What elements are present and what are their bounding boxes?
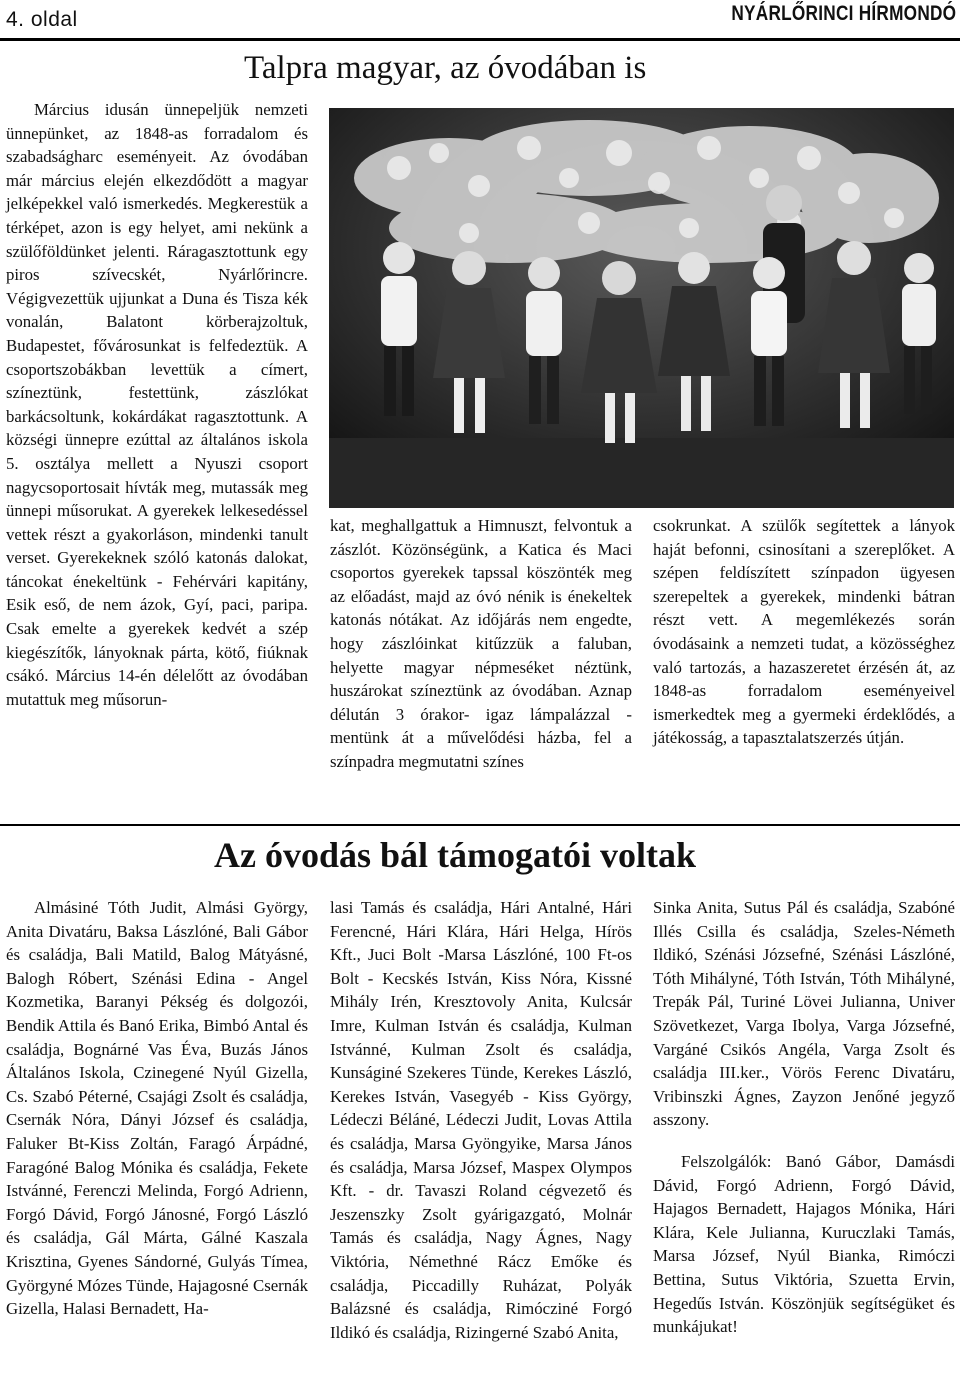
servers-list: Felszolgálók: Banó Gábor, Damásdi Dávid, Forgó Adrienn, Forgó Dávid, Hajagos Bernadett, Hajagos Mónika, Hári Klára, Kele Julianna, Kuruczlaki Tamás, Marsa József, Nyúl Bianka, Rimóczi Bettina, Sutus Viktória, Szuetta Ervin, Hegedűs István. Köszönjük segítségüket és munkájukat! [653, 1151, 955, 1337]
article-paragraph: Március idusán ünnepeljük nemzeti ünnepünket, az 1848-as forradalom és szabadságharc eseményeit. Az óvodában már március elején elkezdődött a magyar jelképekkel való ismerkedés. Megkerestük a térképet, azon is egy helyet, ami nekünk a szülőföldünket jelenti. Ráragasztottunk egy piros szívecskét, Nyárlőrincre. Végigvezettük ujjunkat a Duna és Tisza kék vonalán, Balatont körberajzoltuk, Budapestet, fővárosunkat is felfedeztük. A csoportszobákban levettük a címert, színeztünk, festettünk, zászlókat barkácsoltunk, kokárdákat ragasztottunk. A községi ünnepre ezúttal az általános iskola 5. osztálya mellett a Nyuszi csoport nagycsoportosait hívták meg, mutassák meg ünnepi műsorukat. A gyerekek lelkesedéssel vettek részt a gyakorláson, mindenki tanult verset. Gyerekeknek szóló katonás dalokat, táncokat énekeltünk - Fehérvári kapitány, Esik eső, de nem ázok, Gyí, paci, paripa. Csak emelte a gyerekek kedvét a szép kiegészítők, lányoknak párta, kötő, fiúknak csákó. Március 14-én délelőtt az óvodában mutattuk meg műsorun- [6, 100, 308, 709]
article-photo [329, 108, 954, 508]
article-column-1 [6, 98, 308, 806]
header-rule [0, 38, 960, 41]
publication-title: NYÁRLŐRINCI HÍRMONDÓ [731, 2, 956, 25]
article-column-3 [653, 514, 955, 806]
page-number: 4. oldal [6, 8, 78, 31]
article-column-2 [330, 514, 632, 806]
photo-children-dancing [329, 108, 954, 508]
section-rule [0, 824, 960, 826]
article-paragraph: csokrunkat. A szülők segítettek a lányok haját befonni, csinosítani a szereplőket. A szépen feldíszített színpadon ügyesen szerepeltek a gyerekek, mindenki bátran részt vett. A megemlékezés során óvodásaink a nemzeti tudat, a közösséghez való tartozás, a hazaszeretet érzésén át, az 1848-as forradalom eseményeivel ismerkedtek meg a gyermeki érdeklődés, a játékosság, a tapasztalatszerzés útján. [653, 516, 955, 748]
sponsors-column-2 [330, 896, 632, 1386]
sponsors-column-3 [653, 896, 955, 1386]
article-paragraph: kat, meghallgattuk a Himnuszt, felvontuk a zászlót. Közönségünk, a Katica és Maci csoportos gyerekek tapssal köszönték meg az előadást, majd az óvó nénik is énekeltek katonás nótákat. Az időjárás nem engedte, hogy zászlóinkat kitűzzük a faluban, helyette magyar népmeséket néztünk, huszárokat színeztünk az óvodában. Aznap délután 3 órakor- igaz lámpalázzal - mentünk át a művelődési házba, fel a színpadra megmutatni színes [330, 516, 632, 771]
article-headline: Talpra magyar, az óvodában is [244, 50, 647, 86]
sponsors-column-1 [6, 896, 308, 1386]
article-headline: Az óvodás bál támogatói voltak [214, 835, 697, 875]
sponsors-list: Sinka Anita, Sutus Pál és családja, Szabóné Illés Csilla és családja, Szeles-Németh Ildikó, Szénási Józsefné, Szénási Lászlóné, Tóth Mihályné, Tóth István, Tóth Mihályné, Trepák Pál, Turiné Lövei Julianna, Univer Szövetkezet, Varga Ibolya, Varga Józsefné, Vargáné Csikós Angéla, Varga Zsolt és családja III.ker., Vörös Ferenc Divatáru, Vribinszki Ágnes, Zayzon Jenőné jegyző asszony. [653, 898, 955, 1130]
sponsors-list: Almásiné Tóth Judit, Almási György, Anita Divatáru, Baksa Lászlóné, Bali Gábor és családja, Bali Matild, Balog Mátyásné, Balogh Róbert, Szénási Edina - Angel Kozmetika, Baranyi Pékség és dolgozói, Bendik Attila és Banó Erika, Bimbó Antal és családja, Bognárné Vas Éva, Buzás János Általános Iskola, Czinegené Nyúl Gizella, Cs. Szabó Péterné, Csajági Zsolt és családja, Csernák Nóra, Dányi József és családja, Faluker Bt-Kiss Zoltán, Faragó Árpádné, Faragóné Balog Mónika és családja, Fekete Istvánné, Ferenczi Melinda, Forgó Adrienn, Forgó Dávid, Forgó Jánosné, Forgó László és családja, Gál Márta, Gálné Kaszala Krisztina, Gyenes Sándorné, Gulyás Tímea, Györgyné Mózes Tünde, Hajagosné Csernák Gizella, Halasi Bernadett, Ha- [6, 898, 308, 1319]
sponsors-list: lasi Tamás és családja, Hári Antalné, Hári Ferencné, Hári Klára, Hári Helga, Hírös Kft., Juci Bolt -Marsa Lászlóné, 100 Ft-os Bolt - Kecskés István, Kiss Nóra, Kissné Mihály Irén, Kresztovoly Anita, Kulcsár Imre, Kulman István és családja, Kulman Istvánné, Kulman Zsolt és családja, Kunságiné Szekeres Tünde, Kerekes László, Kerekes István, Vasegyéb - Kiss György, Lédeczi Béláné, Lédeczi Judit, Lovas Attila és családja, Marsa Gyöngyike, Marsa János és családja, Marsa József, Maspex Olympos Kft. - dr. Tavaszi Roland cégvezető és Jeszenszky Zsolt gyárigazgató, Molnár Tamás és családja, Nagy Ágnes, Nagy Viktória, Némethné Rácz Emőke és családja, Piccadilly Ruházat, Polyák Balázsné és családja, Rimócziné Forgó Ildikó és családja, Rizingerné Szabó Anita, [330, 898, 632, 1342]
